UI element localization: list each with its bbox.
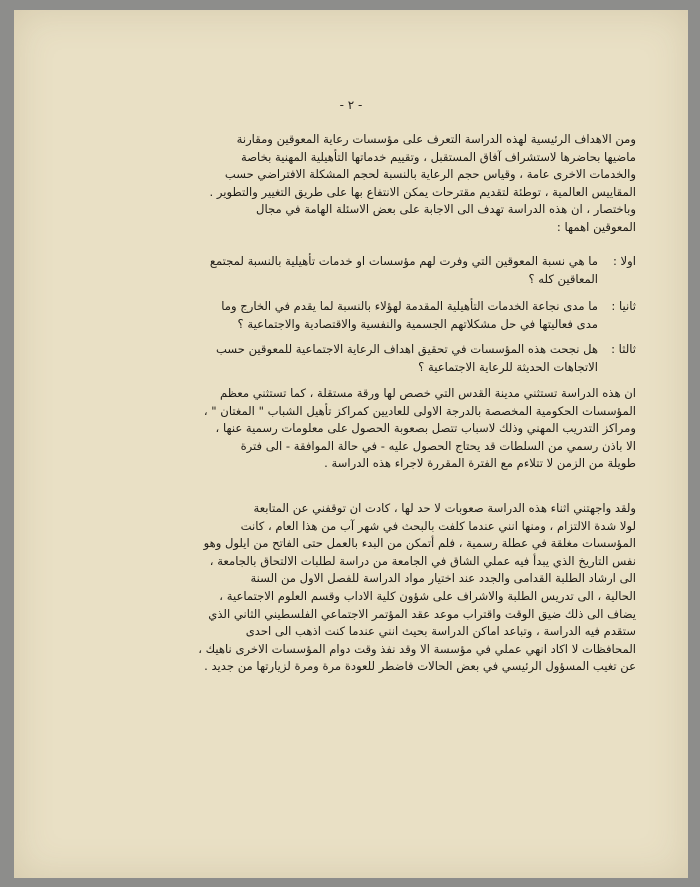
text-line: المعوقين اهمها : [556,219,636,234]
scope-paragraph [98,385,636,473]
text-line: ان هذه الدراسة تستثني مدينة القدس التي خصص لها ورقة مستقلة ، كما تستثني معظم [220,386,636,400]
text-line: ستقدم فيه الدراسة ، وتباعد اماكن الدراسة بحيث انني عندما كنت اذهب الى احدى [245,624,636,639]
text-line: ما مدى نجاعة الخدمات التأهيلية المقدمة لهؤلاء بالنسبة لما يقدم في الخارج وما [221,299,598,313]
text-line: ومن الاهداف الرئيسية لهذه الدراسة التعرف على مؤسسات رعاية المعوقين ومقارنة [236,132,636,146]
text-line: المعاقين كله ؟ [528,271,598,286]
text-line: ومراكز التدريب المهني وذلك لاسباب تتصل بصعوبة الحصول على معلومات رسمية عنها ، [215,421,636,436]
text-line: لولا شدة الالتزام ، ومنها انني عندما كلفت بالبحث في شهر آب من هذا العام ، كانت [240,518,636,533]
question-label: اولا : [612,254,636,268]
question-item-2 [98,298,636,333]
text-line: طويلة من الزمن لا تتلاءم مع الفترة المقررة لاجراء هذه الدراسة . [324,456,636,471]
text-line: هل نجحت هذه المؤسسات في تحقيق اهداف الرعاية الاجتماعية للمعوقين حسب [216,342,598,356]
question-item-1 [98,253,636,288]
text-line: الحالية ، الى تدريس الطلبة والاشراف على شؤون كلية الاداب وقسم العلوم الاجتماعية ، [219,588,636,603]
text-line: الى ارشاد الطلبة القدامى والجدد عند اختيار مواد الدراسة للفصل الاول من السنة [250,571,636,586]
text-line: المؤسسات مغلقة في عطلة رسمية ، فلم أتمكن من البدء بالعمل حتى الفاتح من ايلول وهو [203,536,636,551]
text-line: الاتجاهات الحديثة للرعاية الاجتماعية ؟ [418,359,598,374]
page-number: - ٢ - [339,98,363,112]
text-line: ماضيها بحاضرها لاستشراف آفاق المستقبل ، وتقييم خدماتها التأهيلية المهنية بخاصة [241,149,636,164]
text-line: الا باذن رسمي من السلطات قد يحتاج الحصول عليه - في حالة الموافقة - الى فترة [240,438,636,453]
question-label: ثانيا : [611,299,636,313]
question-item-3 [98,341,636,376]
text-line: مدى فعاليتها في حل مشكلاتهم الجسمية والنفسية والاقتصادية والاجتماعية ؟ [237,316,598,331]
text-line: ولقد واجهتني اثناء هذه الدراسة صعوبات لا حد لها ، كادت ان توقفني عن المتابعة [253,501,636,515]
text-line: وباختصار ، ان هذه الدراسة تهدف الى الاجابة على بعض الاسئلة الهامة في مجال [256,202,636,217]
text-line: عن تغيب المسؤول الرئيسي في بعض الحالات فاضطر للعودة مرة ومرة لزيارتها من جديد . [204,659,636,674]
question-label: ثالثا : [611,342,636,356]
text-line: والخدمات الاخرى عامة ، وقياس حجم الرعاية بالنسبة لحجم المشكلة الافتراضي حسب [224,167,636,182]
document-page [14,10,688,878]
text-line: نفس التاريخ الذي يبدأ فيه عملي الشاق في الجامعة من دراسة لطلبات الالتحاق بالجامعة ، [209,553,636,568]
text-line: المقاييس العالمية ، توطئة لتقديم مقترحات يمكن الانتفاع بها على طريق التغيير والتطوير . [209,184,636,199]
text-line: ما هي نسبة المعوقين التي وفرت لهم مؤسسات او خدمات تأهيلية بالنسبة لمجتمع [209,254,598,268]
intro-paragraph [98,131,636,237]
text-line: المؤسسات الحكومية المخصصة بالدرجة الاولى للعاديين كمراكز تأهيل الشباب " المغتان " ، [203,403,636,418]
text-line: المحافظات لا اكاد انهي عملي في مؤسسة الا وقد نفذ وقت دوام المؤسسات الاخرى ناهيك ، [198,641,636,656]
text-line: يضاف الى ذلك ضيق الوقت واقتراب موعد عقد المؤتمر الاجتماعي الفلسطيني الثاني الذي [208,606,636,621]
difficulties-paragraph [98,500,636,676]
